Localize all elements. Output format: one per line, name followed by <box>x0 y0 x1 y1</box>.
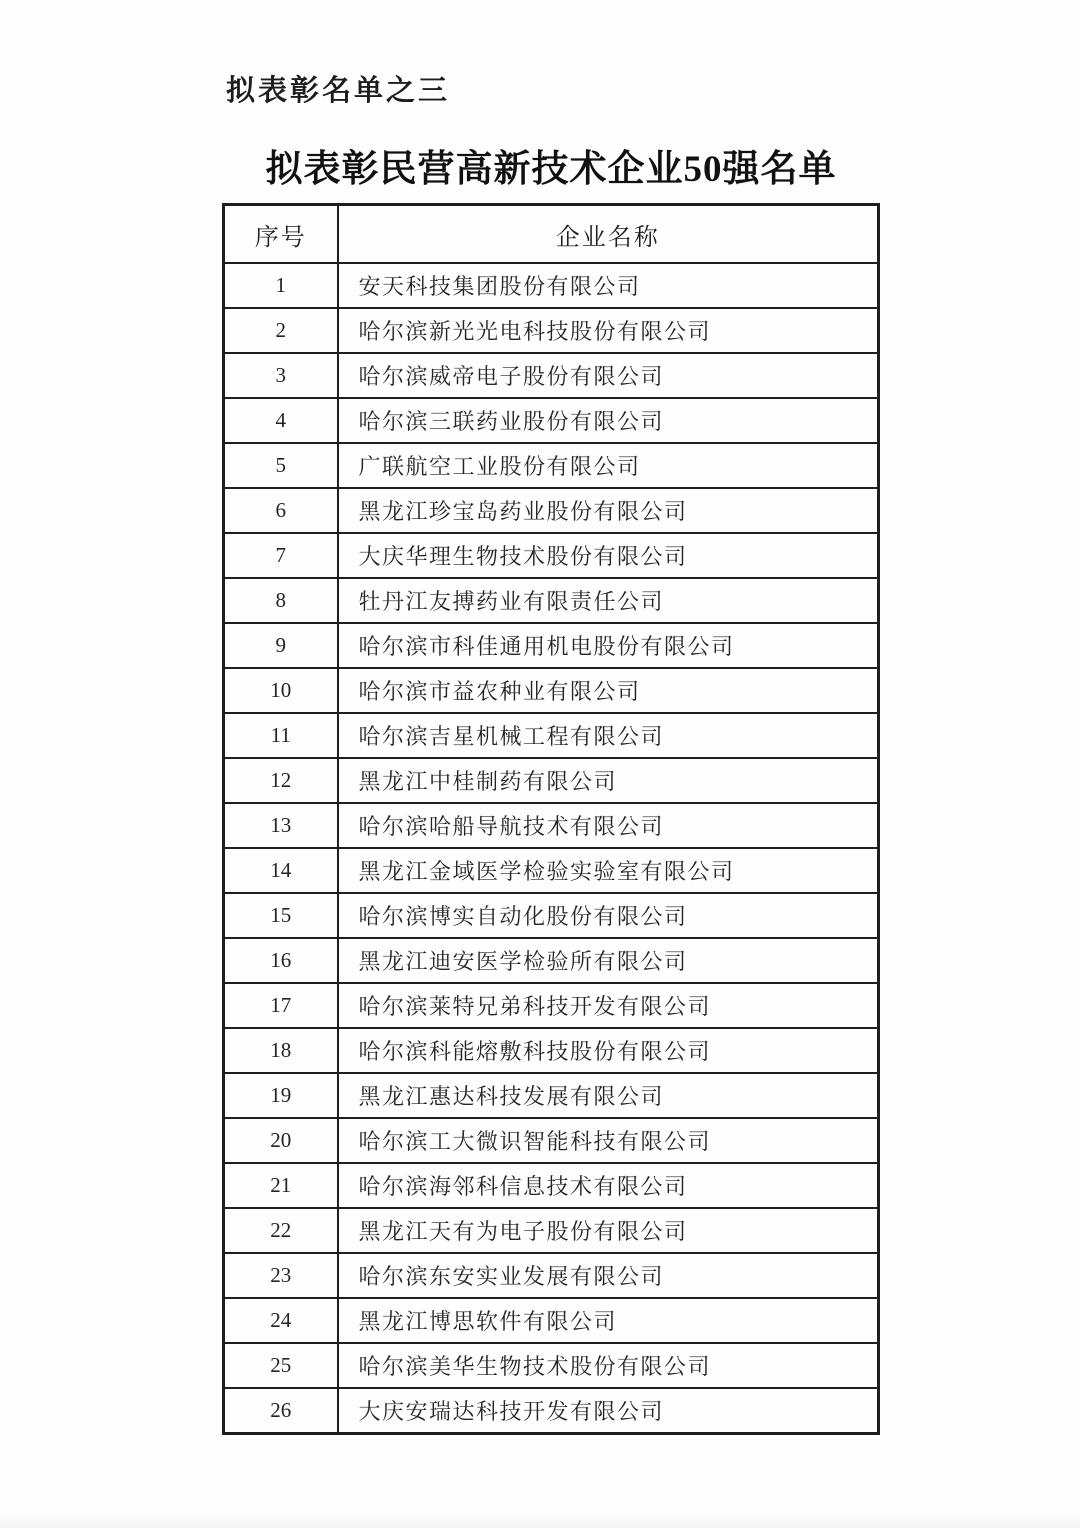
row-number: 3 <box>224 353 338 398</box>
row-number: 6 <box>224 488 338 533</box>
row-number: 7 <box>224 533 338 578</box>
company-name: 黑龙江金域医学检验实验室有限公司 <box>338 848 879 893</box>
table-row <box>224 848 879 893</box>
section-label: 拟表彰名单之三 <box>226 75 451 107</box>
table-row <box>224 308 879 353</box>
table-row <box>224 488 879 533</box>
table-header <box>224 205 879 264</box>
company-name: 哈尔滨新光光电科技股份有限公司 <box>338 308 879 353</box>
table-row <box>224 1028 879 1073</box>
table-row <box>224 1388 879 1434</box>
table-row <box>224 398 879 443</box>
row-number: 12 <box>224 758 338 803</box>
row-number: 2 <box>224 308 338 353</box>
table-row <box>224 983 879 1028</box>
table-row <box>224 443 879 488</box>
row-number: 20 <box>224 1118 338 1163</box>
company-name: 哈尔滨科能熔敷科技股份有限公司 <box>338 1028 879 1073</box>
row-number: 26 <box>224 1388 338 1434</box>
row-number: 11 <box>224 713 338 758</box>
company-table <box>222 203 880 1435</box>
row-number: 16 <box>224 938 338 983</box>
company-name: 黑龙江珍宝岛药业股份有限公司 <box>338 488 879 533</box>
row-number: 19 <box>224 1073 338 1118</box>
company-name: 哈尔滨哈船导航技术有限公司 <box>338 803 879 848</box>
table-row <box>224 803 879 848</box>
company-name: 哈尔滨市益农种业有限公司 <box>338 668 879 713</box>
table-row <box>224 758 879 803</box>
row-number: 9 <box>224 623 338 668</box>
table-row <box>224 263 879 308</box>
company-table-body <box>224 263 879 1434</box>
company-name: 黑龙江中桂制药有限公司 <box>338 758 879 803</box>
table-row <box>224 533 879 578</box>
row-number: 13 <box>224 803 338 848</box>
company-name: 黑龙江迪安医学检验所有限公司 <box>338 938 879 983</box>
company-name: 黑龙江惠达科技发展有限公司 <box>338 1073 879 1118</box>
row-number: 1 <box>224 263 338 308</box>
table-row <box>224 1073 879 1118</box>
company-name: 哈尔滨吉星机械工程有限公司 <box>338 713 879 758</box>
row-number: 24 <box>224 1298 338 1343</box>
row-number: 22 <box>224 1208 338 1253</box>
company-name: 大庆安瑞达科技开发有限公司 <box>338 1388 879 1434</box>
company-name: 牡丹江友搏药业有限责任公司 <box>338 578 879 623</box>
row-number: 18 <box>224 1028 338 1073</box>
table-row <box>224 623 879 668</box>
table-row <box>224 578 879 623</box>
row-number: 23 <box>224 1253 338 1298</box>
company-name: 哈尔滨博实自动化股份有限公司 <box>338 893 879 938</box>
row-number: 14 <box>224 848 338 893</box>
company-name: 哈尔滨海邻科信息技术有限公司 <box>338 1163 879 1208</box>
company-name: 哈尔滨工大微识智能科技有限公司 <box>338 1118 879 1163</box>
company-name: 安天科技集团股份有限公司 <box>338 263 879 308</box>
company-name: 大庆华理生物技术股份有限公司 <box>338 533 879 578</box>
scan-shadow <box>0 1514 1080 1528</box>
table-row <box>224 1298 879 1343</box>
row-number: 4 <box>224 398 338 443</box>
col-header-name: 企业名称 <box>338 205 879 264</box>
company-name: 哈尔滨威帝电子股份有限公司 <box>338 353 879 398</box>
table-row <box>224 713 879 758</box>
row-number: 8 <box>224 578 338 623</box>
company-name: 黑龙江天有为电子股份有限公司 <box>338 1208 879 1253</box>
table-row <box>224 1163 879 1208</box>
row-number: 15 <box>224 893 338 938</box>
company-name: 哈尔滨美华生物技术股份有限公司 <box>338 1343 879 1388</box>
row-number: 25 <box>224 1343 338 1388</box>
table-row <box>224 1118 879 1163</box>
table-row <box>224 1253 879 1298</box>
company-name: 哈尔滨三联药业股份有限公司 <box>338 398 879 443</box>
company-name: 广联航空工业股份有限公司 <box>338 443 879 488</box>
company-name: 哈尔滨东安实业发展有限公司 <box>338 1253 879 1298</box>
col-header-no: 序号 <box>224 205 338 264</box>
table-row <box>224 893 879 938</box>
table-row <box>224 938 879 983</box>
table-row <box>224 353 879 398</box>
company-name: 哈尔滨莱特兄弟科技开发有限公司 <box>338 983 879 1028</box>
table-row <box>224 1343 879 1388</box>
row-number: 17 <box>224 983 338 1028</box>
row-number: 10 <box>224 668 338 713</box>
table-row <box>224 668 879 713</box>
header-row <box>224 205 879 264</box>
page-title: 拟表彰民营高新技术企业50强名单 <box>265 149 837 190</box>
row-number: 5 <box>224 443 338 488</box>
table-row <box>224 1208 879 1253</box>
company-name: 黑龙江博思软件有限公司 <box>338 1298 879 1343</box>
row-number: 21 <box>224 1163 338 1208</box>
company-name: 哈尔滨市科佳通用机电股份有限公司 <box>338 623 879 668</box>
